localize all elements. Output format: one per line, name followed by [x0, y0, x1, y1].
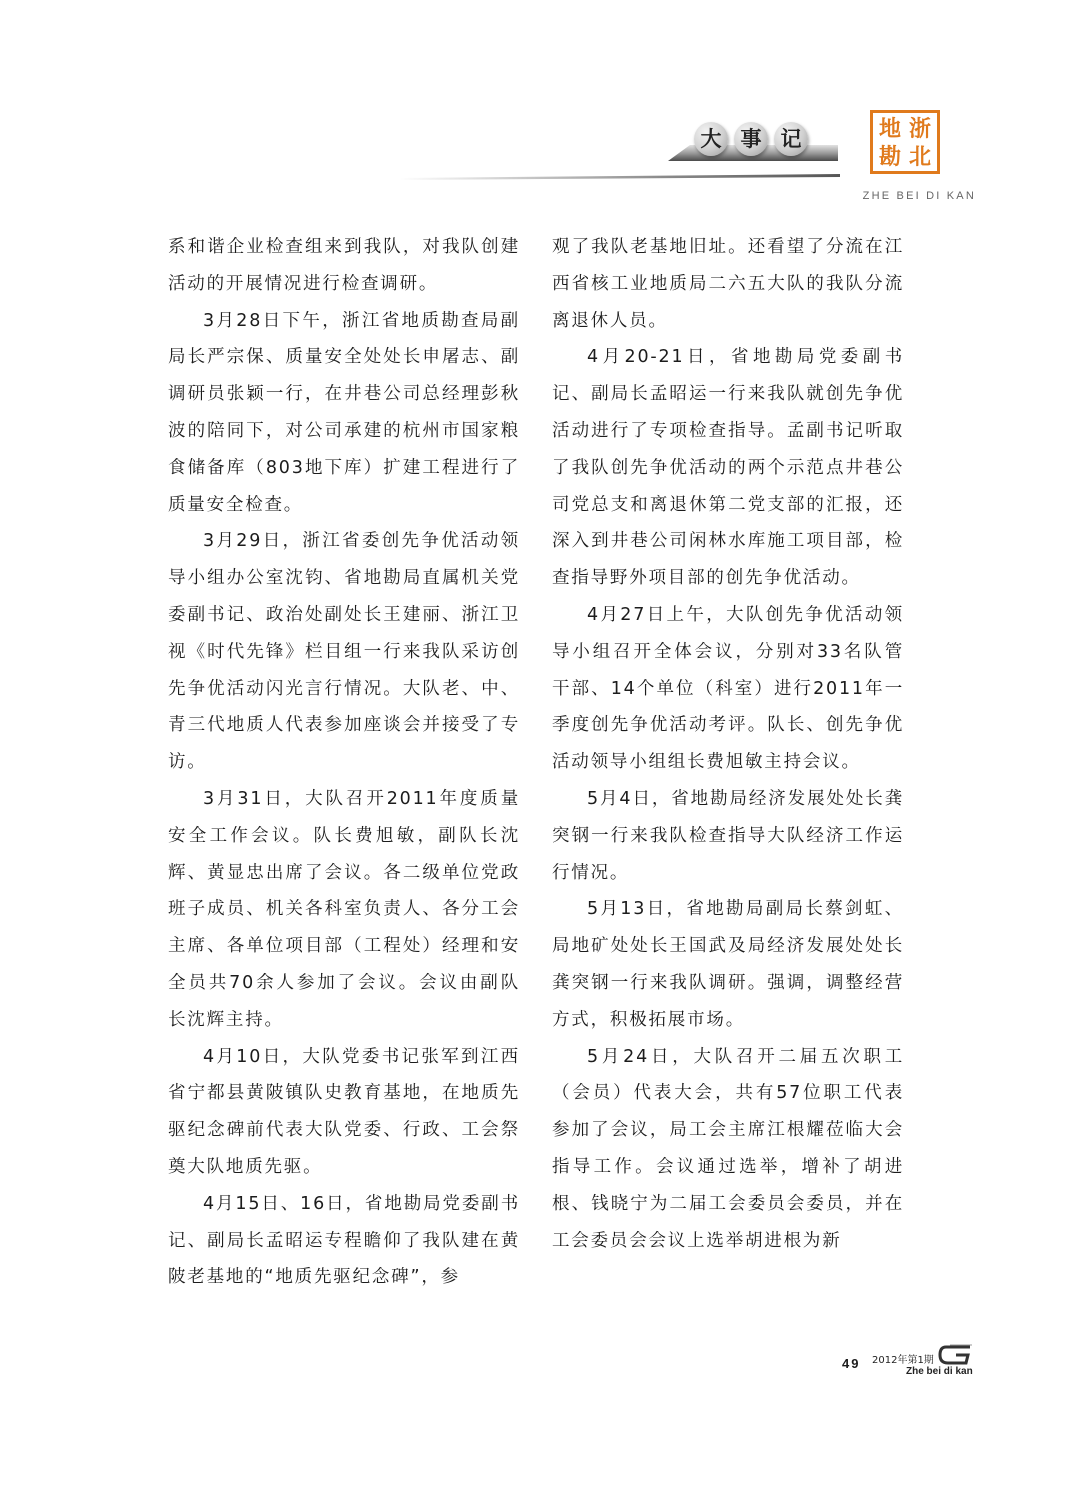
magazine-logo [870, 110, 940, 174]
logo-char: 勘 [878, 144, 901, 170]
logo-char: 浙 [908, 116, 931, 142]
footer-magazine-name: Zhe bei di kan [906, 1366, 973, 1377]
section-badge-char: 记 [774, 122, 808, 156]
paragraph: 3月31日，大队召开2011年度质量安全工作会议。队长费旭敏，副队长沈辉、黄显忠出席了会议。各二级单位党政班子成员、机关各科室负责人、各分工会主席、各单位项目部（工程处）经理和安全员共70余人参加了会议。会议由副队长沈辉主持。 [168, 788, 520, 1030]
paragraph: 5月4日，省地勘局经济发展处处长龚突钢一行来我队检查指导大队经济工作运行情况。 [552, 788, 904, 883]
left-column [168, 229, 520, 1296]
paragraph: 4月15日、16日，省地勘局党委副书记、副局长孟昭运专程瞻仰了我队建在黄陂老基地的“地质先驱纪念碑”，参 [168, 1193, 520, 1288]
paragraph: 5月13日，省地勘局副局长蔡剑虹、局地矿处处长王国武及局经济发展处处长龚突钢一行来我队调研。强调，调整经营方式，积极拓展市场。 [552, 899, 904, 1030]
paragraph: 3月29日，浙江省委创先争优活动领导小组办公室沈钧、省地勘局直属机关党委副书记、政治处副处长王建丽、浙江卫视《时代先锋》栏目组一行来我队采访创先争优活动闪光言行情况。大队老、中、青三代地质人代表参加座谈会并接受了专访。 [168, 531, 520, 773]
header-rule [400, 172, 840, 180]
paragraph: 4月10日，大队党委书记张军到江西省宁都县黄陂镇队史教育基地，在地质先驱纪念碑前代表大队党委、行政、工会祭奠大队地质先驱。 [168, 1046, 520, 1177]
paragraph: 4月27日上午，大队创先争优活动领导小组召开全体会议，分别对33名队管干部、14个单位（科室）进行2011年一季度创先争优活动考评。队长、创先争优活动领导小组组长费旭敏主持会议。 [552, 604, 904, 773]
paragraph: 系和谐企业检查组来到我队，对我队创建活动的开展情况进行检查调研。 [168, 237, 520, 294]
logo-subtitle: ZHE BEI DI KAN [862, 190, 976, 202]
paragraph: 3月28日下午，浙江省地质勘查局副局长严宗保、质量安全处处长申屠志、副调研员张颖一行，在井巷公司总经理彭秋波的陪同下，对公司承建的杭州市国家粮食储备库（803地下库）扩建工程进行了质量安全检查。 [168, 310, 520, 515]
issue-label: 2012年第1期 [872, 1355, 934, 1366]
logo-char: 北 [908, 144, 931, 170]
paragraph: 观了我队老基地旧址。还看望了分流在江西省核工业地质局二六五大队的我队分流离退休人员。 [552, 237, 904, 331]
paragraph: 5月24日，大队召开二届五次职工（会员）代表大会，共有57位职工代表参加了会议，局工会主席江根耀莅临大会指导工作。会议通过选举，增补了胡进根、钱晓宁为二届工会委员会委员，并在工会委员会会议上选举胡进根为新 [552, 1046, 904, 1251]
paragraph: 4月20-21日，省地勘局党委副书记、副局长孟昭运一行来我队就创先争优活动进行了专项检查指导。孟副书记听取了我队创先争优活动的两个示范点井巷公司党总支和离退休第二党支部的汇报，还深入到井巷公司闲林水库施工项目部，检查指导野外项目部的创先争优活动。 [552, 347, 904, 589]
logo-char: 地 [878, 116, 901, 142]
section-badge-char: 事 [734, 122, 768, 156]
right-column [552, 229, 904, 1259]
section-badge-char: 大 [694, 122, 728, 156]
footer-logo-icon [936, 1343, 974, 1367]
page-number: 49 [842, 1356, 861, 1371]
